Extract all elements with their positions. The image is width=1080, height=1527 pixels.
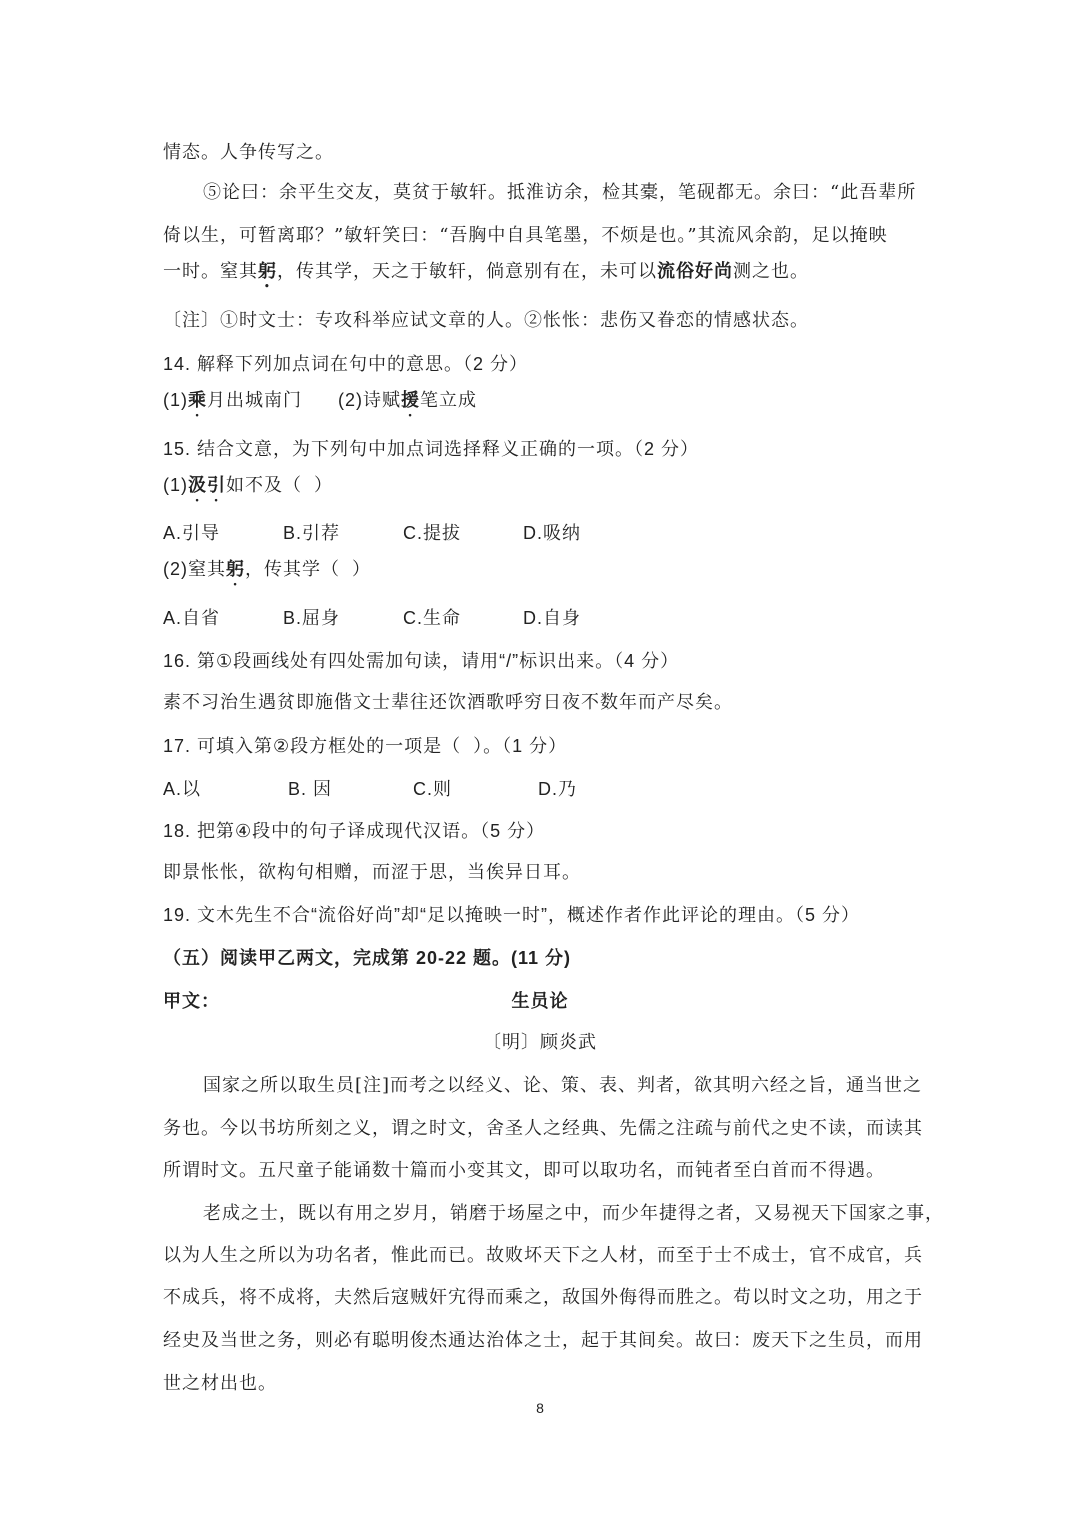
emphasized-word: 躬	[226, 559, 245, 579]
answer-option: B.屈身	[283, 608, 341, 628]
text-line	[163, 777, 663, 801]
answer-option: D.乃	[538, 779, 577, 799]
text-segment: (1)	[163, 390, 188, 410]
text-segment: ⑤论曰：余平生交友，莫贫于敏轩。抵淮访余，检其橐，笔砚都无。余曰：“此吾辈所	[203, 182, 917, 203]
text-line	[163, 861, 581, 885]
answer-option: C.则	[413, 779, 452, 799]
text-segment: 倚以生，可暂离耶？”敏轩笑曰：“吾胸中自具笔墨，不烦是也。”其流风余韵，足以掩映	[163, 225, 888, 246]
text-line	[163, 1159, 885, 1183]
text-line	[203, 1074, 922, 1098]
text-segment: (2)窒其	[163, 559, 226, 579]
text-segment: 一时。窒其	[163, 261, 258, 282]
text-line	[163, 1329, 923, 1353]
essay-author: 〔明〕顾炎武	[483, 1032, 597, 1053]
text-segment: 以为人生之所以为功名者，惟此而已。故败坏天下之人材，而至于士不成士，官不成官，兵	[163, 1245, 923, 1266]
text-segment: 老成之士，既以有用之岁月，销磨于场屋之中，而少年捷得之者，又易视天下国家之事，	[203, 1203, 944, 1224]
text-segment: 〔注〕①时文士：专攻科举应试文章的人。②怅怅：悲伤又眷恋的情感状态。	[163, 310, 809, 331]
answer-option: C.提拔	[403, 523, 461, 543]
answer-option: A.以	[163, 779, 202, 799]
answer-option: C.生命	[403, 608, 461, 628]
text-line	[203, 1202, 944, 1226]
text-segment: 笔立成	[420, 390, 478, 410]
text-segment: 17. 可填入第②段方框处的一项是（ ）。（1 分）	[163, 736, 568, 756]
text-segment: 15. 结合文意，为下列句中加点词选择释义正确的一项。（2 分）	[163, 439, 700, 459]
text-line	[163, 1117, 923, 1141]
text-segment: 14. 解释下列加点词在句中的意思。（2 分）	[163, 354, 529, 374]
answer-option: D.吸纳	[523, 523, 581, 543]
emphasized-word: 援	[401, 390, 421, 410]
bold-text: 流俗好尚	[657, 261, 733, 282]
bold-text: 甲文：	[163, 991, 220, 1011]
text-line	[163, 437, 699, 461]
text-segment: 国家之所以取生员[注]而考之以经义、论、策、表、判者，欲其明六经之旨，通当世之	[203, 1075, 923, 1096]
text-line	[163, 557, 371, 589]
text-line	[163, 309, 809, 333]
page-number: 8	[536, 1400, 544, 1416]
text-line	[163, 606, 643, 630]
essay-title: 生员论	[511, 991, 569, 1011]
text-segment: 素不习治生遇贫即施偕文士辈往还饮酒歌呼穷日夜不数年而产尽矣。	[163, 692, 733, 713]
bold-text: （五）阅读甲乙两文，完成第 20-22 题。(11 分)	[163, 948, 572, 968]
text-line	[163, 691, 733, 715]
emphasized-word: 汲引	[188, 475, 226, 495]
text-segment: ，传其学（ ）	[245, 559, 372, 579]
text-segment: 16. 第①段画线处有四处需加句读，请用“/”标识出来。（4 分）	[163, 651, 680, 671]
text-segment: 测之也。	[733, 261, 809, 282]
text-line	[163, 141, 334, 165]
text-line	[163, 946, 571, 970]
text-line	[163, 224, 888, 248]
text-segment: ，传其学，天之于敏轩，倘意别有在，未可以	[277, 261, 657, 282]
text-line	[163, 903, 860, 927]
text-line	[163, 649, 679, 673]
answer-option: B. 因	[288, 779, 333, 799]
text-segment: 月出城南门 (2)诗赋	[207, 390, 402, 410]
text-line	[163, 1244, 923, 1268]
emphasized-word: 乘	[188, 390, 207, 410]
text-segment: 如不及（ ）	[226, 475, 334, 495]
text-segment: 情态。人争传写之。	[163, 142, 334, 163]
text-line	[163, 352, 528, 376]
text-segment: 19. 文木先生不合“流俗好尚”却“足以掩映一时”，概述作者作此评论的理由。（5 分）	[163, 905, 861, 925]
text-line	[163, 1372, 277, 1396]
text-line	[163, 734, 567, 758]
text-segment: (1)	[163, 475, 188, 495]
text-segment: 世之材出也。	[163, 1373, 277, 1394]
text-segment: 不成兵，将不成将，夫然后寇贼奸宄得而乘之，敌国外侮得而胜之。苟以时文之功，用之于	[163, 1287, 923, 1308]
answer-option: D.自身	[523, 608, 581, 628]
text-segment: 18. 把第④段中的句子译成现代汉语。（5 分）	[163, 821, 546, 841]
text-segment: 即景怅怅，欲构句相赠，而涩于思，当俟异日耳。	[163, 862, 581, 883]
answer-option: A.引导	[163, 523, 221, 543]
text-segment: 经史及当世之务，则必有聪明俊杰通达治体之士，起于其间矣。故曰：废天下之生员，而用	[163, 1330, 923, 1351]
text-line	[203, 181, 916, 205]
text-line	[163, 521, 643, 545]
text-line	[163, 388, 477, 420]
text-segment: 所谓时文。五尺童子能诵数十篇而小变其文，即可以取功名，而钝者至白首而不得遇。	[163, 1160, 885, 1181]
text-line	[163, 473, 333, 505]
answer-option: A.自省	[163, 608, 221, 628]
emphasized-word: 躬	[258, 261, 277, 282]
answer-option: B.引荐	[283, 523, 341, 543]
text-line	[163, 819, 545, 843]
text-segment: 务也。今以书坊所刻之义，谓之时文，舍圣人之经典、先儒之注疏与前代之史不读，而读其	[163, 1118, 923, 1139]
text-line	[163, 1286, 923, 1310]
text-line	[163, 260, 809, 292]
